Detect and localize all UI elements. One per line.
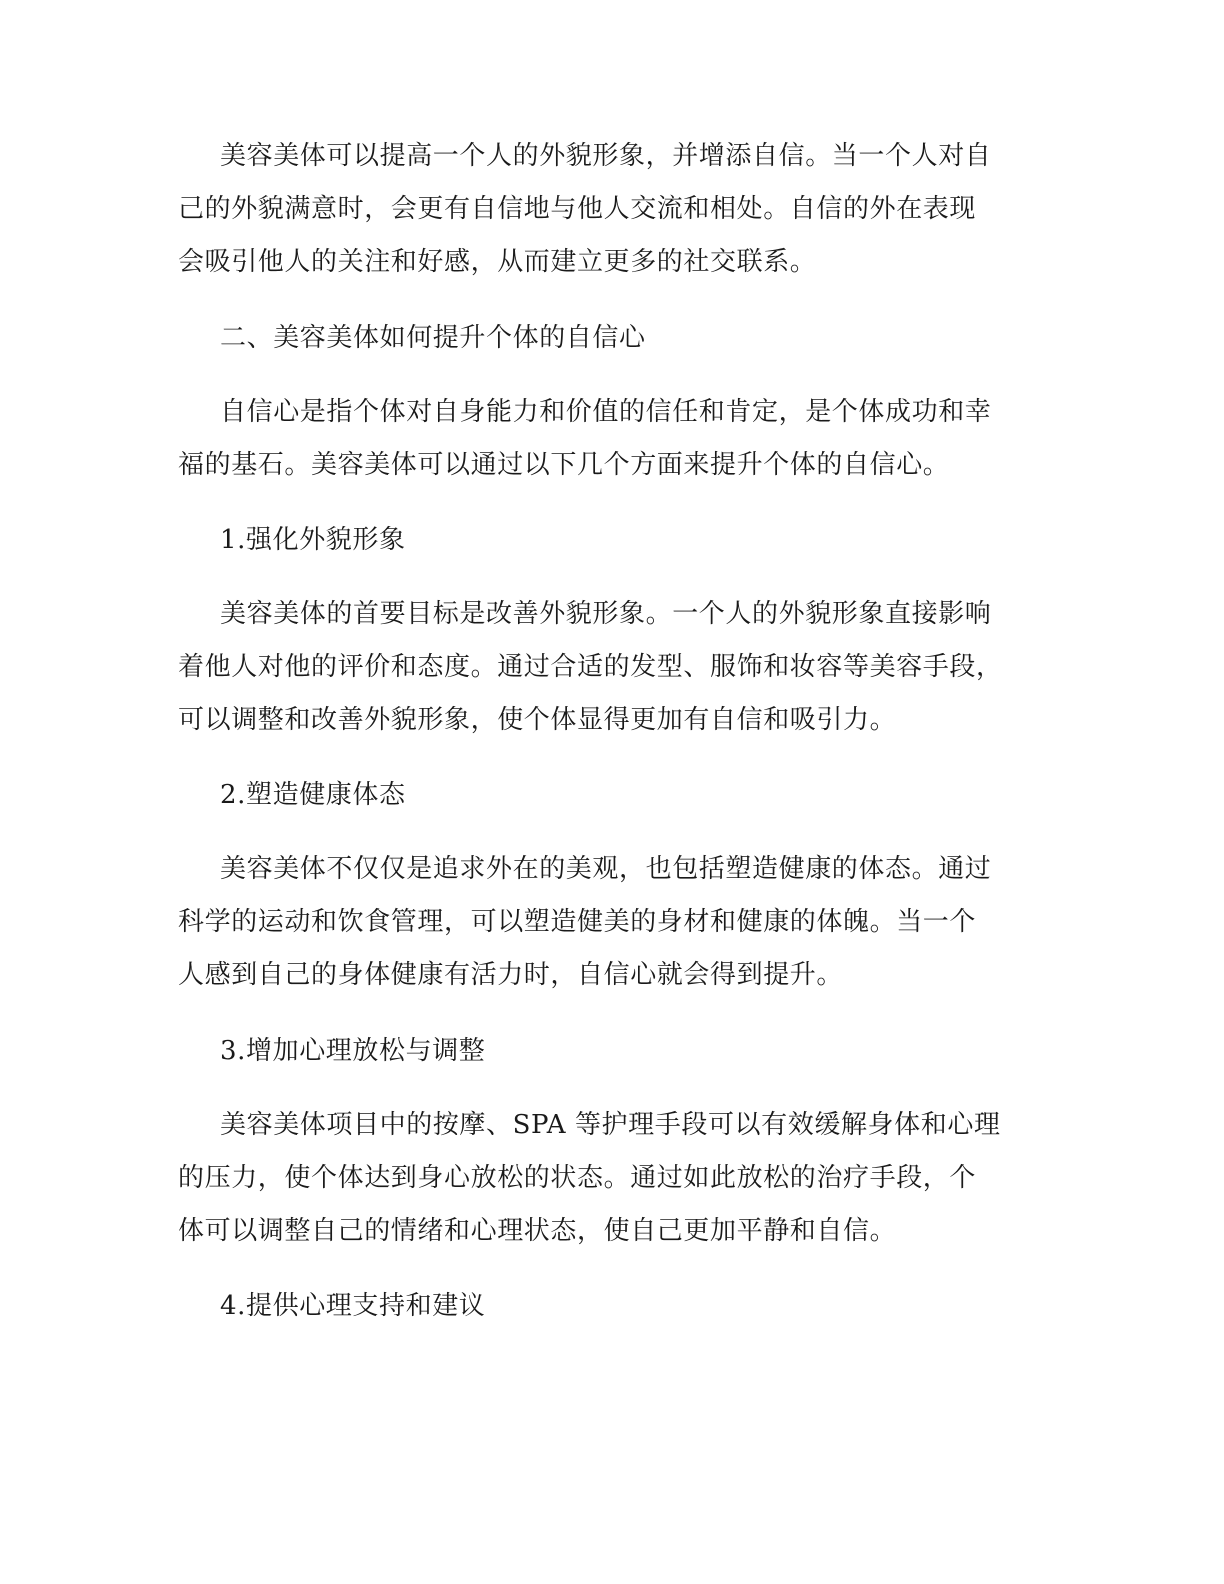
paragraph-line: 美容美体不仅仅是追求外在的美观，也包括塑造健康的体态。通过: [220, 854, 992, 884]
paragraph-line: 己的外貌满意时，会更有自信地与他人交流和相处。自信的外在表现: [178, 194, 977, 224]
paragraph-line: 科学的运动和饮食管理，可以塑造健美的身材和健康的体魄。当一个: [178, 907, 977, 937]
paragraph-line: 美容美体的首要目标是改善外貌形象。一个人的外貌形象直接影响: [220, 599, 992, 629]
paragraph-line: 会吸引他人的关注和好感，从而建立更多的社交联系。: [178, 247, 817, 277]
paragraph-line: 福的基石。美容美体可以通过以下几个方面来提升个体的自信心。: [178, 450, 950, 480]
paragraph-line: 体可以调整自己的情绪和心理状态，使自己更加平静和自信。: [178, 1216, 897, 1246]
paragraph-line: 自信心是指个体对自身能力和价值的信任和肯定，是个体成功和幸: [220, 397, 992, 427]
subheading-relaxation: 3.增加心理放松与调整: [220, 1036, 486, 1066]
subheading-appearance: 1.强化外貌形象: [220, 525, 406, 555]
section-heading: 二、美容美体如何提升个体的自信心: [220, 323, 646, 353]
paragraph-line: 可以调整和改善外貌形象，使个体显得更加有自信和吸引力。: [178, 705, 897, 735]
subheading-psychological-support: 4.提供心理支持和建议: [220, 1291, 486, 1321]
subheading-healthy-body: 2.塑造健康体态: [220, 780, 406, 810]
paragraph-line: 人感到自己的身体健康有活力时，自信心就会得到提升。: [178, 960, 844, 990]
paragraph-line: 的压力，使个体达到身心放松的状态。通过如此放松的治疗手段，个: [178, 1163, 977, 1193]
paragraph-line: 美容美体可以提高一个人的外貌形象，并增添自信。当一个人对自: [220, 141, 992, 171]
paragraph-line: 着他人对他的评价和态度。通过合适的发型、服饰和妆容等美容手段，: [178, 652, 1003, 682]
paragraph-line: 美容美体项目中的按摩、SPA 等护理手段可以有效缓解身体和心理: [220, 1110, 1001, 1140]
